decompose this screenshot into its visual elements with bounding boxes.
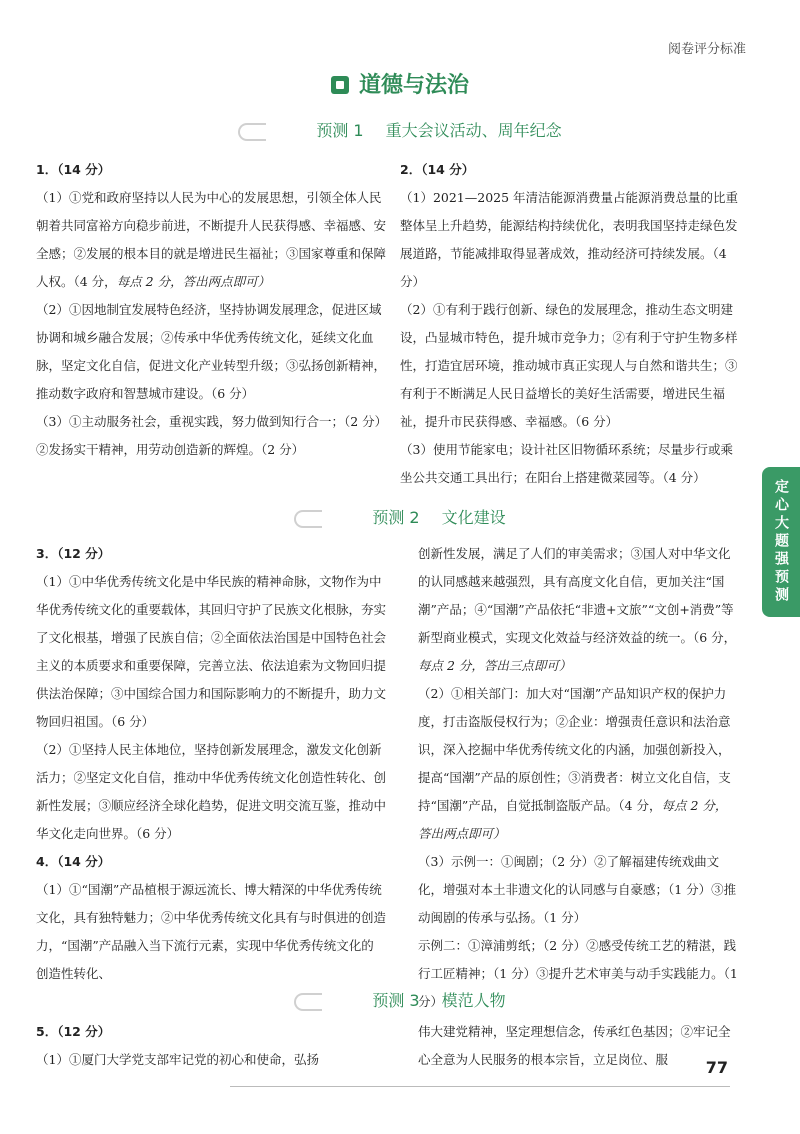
scoring-note: 每点 2 分，答出两点即可） bbox=[116, 274, 271, 289]
wave-decoration-icon bbox=[294, 510, 322, 528]
wave-decoration-icon bbox=[294, 993, 322, 1011]
section-1-left-column bbox=[36, 156, 386, 464]
question-number: 5．（12 分） bbox=[36, 1024, 111, 1039]
answer-text: 伟大建党精神，坚定理想信念，传承红色基因；②牢记全心全意为人民服务的根本宗旨，立足岗位、服 bbox=[418, 1024, 731, 1067]
header-tag: 阅卷评分标准 bbox=[667, 42, 746, 57]
answer-text: （3）示例一：①闽剧；（2 分）②了解福建传统戏曲文化，增强对本土非遗文化的认同感与自豪感；（1 分）③推动闽剧的传承与弘扬。（1 分） bbox=[418, 854, 737, 925]
answer-text: （2）①有利于践行创新、绿色的发展理念，推动生态文明建设，凸显城市特色，提升城市竞争力；②有利于守护生物多样性，打造宜居环境，推动城市真正实现人与自然和谐共生；③有利于不断满足人民日益增长的美好生活需要，增进民生福祉，提升市民获得感、幸福感。（6 分） bbox=[400, 302, 738, 429]
answer-paragraph bbox=[36, 568, 386, 736]
answer-text: （1）①“国潮”产品植根于源远流长、博大精深的中华优秀传统文化，具有独特魅力；②中华优秀传统文化具有与时俱进的创造力，“国潮”产品融入当下流行元素，实现中华优秀传统文化的创造性转化、 bbox=[36, 882, 387, 981]
section-title: 文化建设 bbox=[441, 508, 506, 527]
section-number: 预测 2 bbox=[372, 508, 420, 527]
answer-paragraph bbox=[400, 436, 740, 492]
answer-paragraph bbox=[400, 296, 740, 436]
answer-paragraph bbox=[400, 184, 740, 296]
answer-text: 示例二：①漳浦剪纸；（2 分）②感受传统工艺的精湛，践行工匠精神；（1 分）③提升艺术审美与动手实践能力。（1 分） bbox=[418, 938, 738, 1009]
wave-decoration-icon bbox=[238, 123, 266, 141]
answer-text: （2）①相关部门：加大对“国潮”产品知识产权的保护力度，打击盗版侵权行为；②企业：增强责任意识和法治意识，深入挖掘中华优秀传统文化的内涵，加强创新投入，提高“国潮”产品的原创性；③消费者：树立文化自信，支持“国潮”产品，自觉抵制盗版产品。（4 分， bbox=[418, 686, 731, 813]
book-icon bbox=[331, 76, 349, 94]
question-number: 3．（12 分） bbox=[36, 546, 111, 561]
side-tab[interactable]: 定心大题强预测 bbox=[762, 467, 800, 617]
answer-text: （3）使用节能家电；设计社区旧物循环系统；尽量步行或乘坐公共交通工具出行；在阳台上搭建微菜园等。（4 分） bbox=[400, 442, 733, 485]
answer-text: （1）①厦门大学党支部牢记党的初心和使命，弘扬 bbox=[36, 1052, 319, 1067]
section-1-right-column bbox=[400, 156, 740, 492]
answer-text: （1）①中华优秀传统文化是中华民族的精神命脉，文物作为中华优秀传统文化的重要载体，其回归守护了民族文化根脉，夯实了文化根基，增强了民族自信；②全面依法治国是中国特色社会主义的本质要求和重要保障，完善立法、依法追索为文物回归提供法治保障；③中国综合国力和国际影响力的不断提升，助力文物回归祖国。（6 分） bbox=[36, 574, 387, 729]
subject-title bbox=[0, 68, 800, 99]
answer-paragraph bbox=[36, 1046, 386, 1074]
section-2-right-column bbox=[418, 540, 738, 1016]
page-number: 77 bbox=[705, 1058, 728, 1077]
answer-paragraph bbox=[36, 184, 386, 296]
section-heading-2 bbox=[0, 505, 800, 528]
answer-text: （3）①主动服务社会，重视实践，努力做到知行合一；（2 分）②发扬实干精神，用劳动创造新的辉煌。（2 分） bbox=[36, 414, 381, 457]
answer-text: （2）①因地制宜发展特色经济，坚持协调发展理念，促进区域协调和城乡融合发展；②传承中华优秀传统文化，延续文化血脉，坚定文化自信，促进文化产业转型升级；③弘扬创新精神，推动数字政府和智慧城市建设。（6 分） bbox=[36, 302, 387, 401]
scoring-note: 每点 2 分，答出两点即可） bbox=[418, 798, 728, 841]
answer-text: （1）2021—2025 年清洁能源消费量占能源消费总量的比重整体呈上升趋势，能源结构持续优化，表明我国坚持走绿色发展道路，节能减排取得显著成效，推动经济可持续发展。（4 分） bbox=[400, 190, 739, 289]
answer-paragraph bbox=[418, 680, 738, 848]
section-number: 预测 3 bbox=[372, 991, 420, 1010]
answer-text: （2）①坚持人民主体地位，坚持创新发展理念，激发文化创新活力；②坚定文化自信，推动中华优秀传统文化创造性转化、创新性发展；③顺应经济全球化趋势，促进文明交流互鉴，推动中华文化走向世界。（6 分） bbox=[36, 742, 387, 841]
answer-paragraph bbox=[418, 1018, 738, 1074]
answer-paragraph bbox=[36, 408, 386, 464]
question-number: 2．（14 分） bbox=[400, 162, 475, 177]
scoring-note: 每点 2 分，答出三点即可） bbox=[418, 658, 572, 673]
answer-text: 创新性发展，满足了人们的审美需求；③国人对中华文化的认同感越来越强烈，具有高度文化自信，更加关注“国潮”产品；④“国潮”产品依托“非遗+文旅”“文创+消费”等新型商业模式，实现文化效益与经济效益的统一。（6 分， bbox=[418, 546, 737, 645]
section-number: 预测 1 bbox=[316, 121, 364, 140]
section-3-left-column bbox=[36, 1018, 386, 1074]
section-2-left-column bbox=[36, 540, 386, 988]
answer-paragraph bbox=[418, 540, 738, 680]
answer-paragraph bbox=[36, 296, 386, 408]
section-heading-3 bbox=[0, 988, 800, 1011]
answer-text: （1）①党和政府坚持以人民为中心的发展思想，引领全体人民朝着共同富裕方向稳步前进，不断提升人民获得感、幸福感、安全感；②发展的根本目的就是增进民生福祉；③国家尊重和保障人权。（4 分， bbox=[36, 190, 387, 289]
section-title: 模范人物 bbox=[441, 991, 506, 1010]
answer-paragraph bbox=[418, 848, 738, 932]
section-title: 重大会议活动、周年纪念 bbox=[385, 121, 562, 140]
section-heading-1 bbox=[0, 118, 800, 141]
section-3-right-column bbox=[418, 1018, 738, 1074]
subject-title-text: 道德与法治 bbox=[358, 73, 469, 98]
answer-paragraph bbox=[36, 736, 386, 848]
answer-paragraph bbox=[36, 876, 386, 988]
footer-divider bbox=[230, 1086, 730, 1087]
question-number: 4．（14 分） bbox=[36, 854, 111, 869]
question-number: 1．（14 分） bbox=[36, 162, 111, 177]
